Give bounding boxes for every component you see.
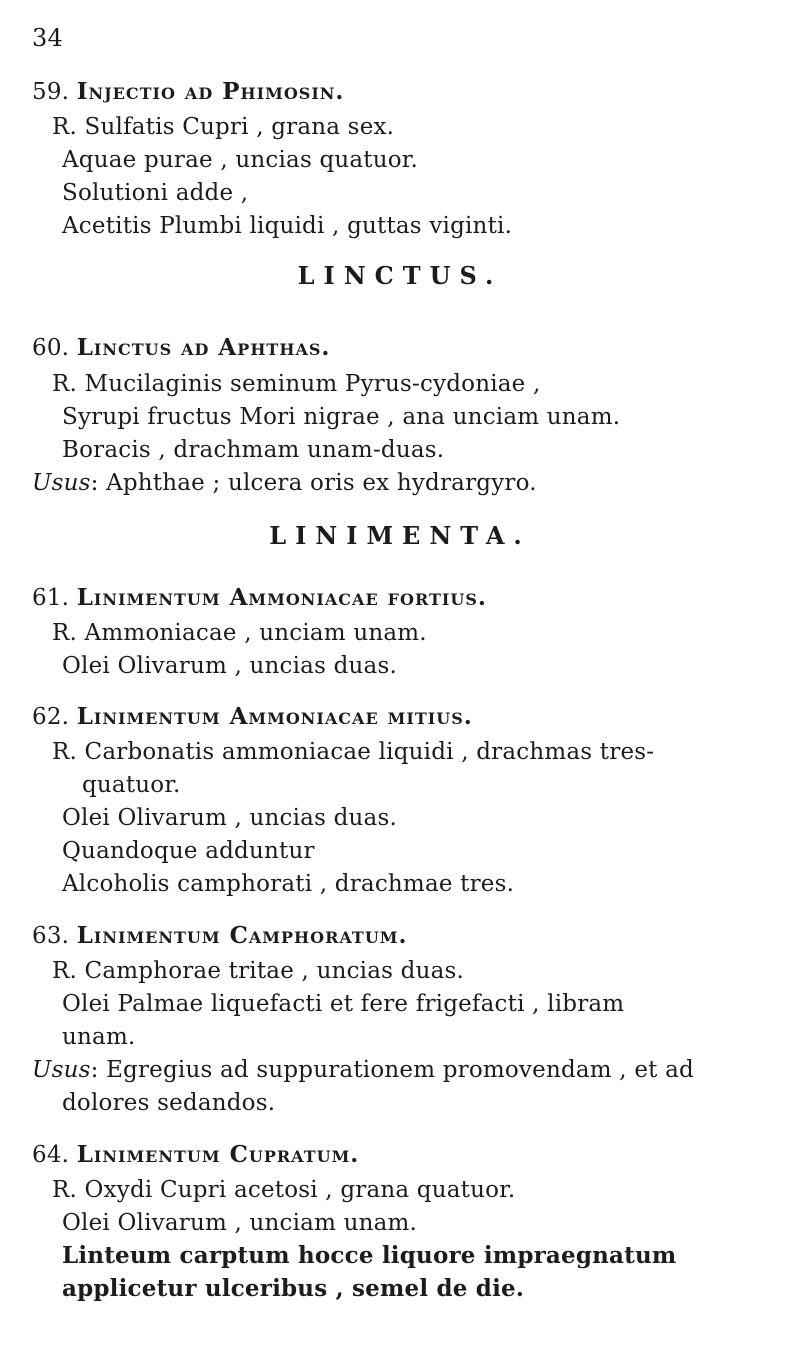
text-line: R. Sulfatis Cupri , grana sex. [52, 114, 395, 140]
text-line: unam. [62, 1024, 136, 1050]
text-line: Alcoholis camphorati , drachmae tres. [62, 871, 515, 897]
section-heading: LINCTUS. [297, 261, 503, 290]
entry-title: Linctus ad Aphthas. [76, 334, 331, 361]
entry-heading [32, 334, 330, 362]
usus-label: Usus [32, 470, 91, 496]
text-line: Olei Olivarum , uncias duas. [62, 805, 397, 831]
text-line: Solutioni adde , [62, 180, 249, 206]
entry-heading [32, 584, 487, 612]
text-line: Olei Palmae liquefacti et fere frigefacti , libram [62, 991, 625, 1017]
entry-heading [32, 78, 344, 106]
entry-title: Linimentum Ammoniacae mitius. [76, 703, 473, 730]
section-heading: LINIMENTA. [269, 521, 531, 550]
text-line: R. Camphorae tritae , uncias duas. [52, 958, 465, 984]
entry-number: 61. [32, 585, 70, 611]
text-line: applicetur ulceribus , semel de die. [62, 1275, 525, 1302]
usus-text: : Aphthae ; ulcera oris ex hydrargyro. [90, 470, 537, 496]
text-line: Olei Olivarum , uncias duas. [62, 653, 397, 679]
text-line: dolores sedandos. [62, 1090, 276, 1116]
text-line: Boracis , drachmam unam-duas. [62, 437, 445, 463]
text-line: Olei Olivarum , unciam unam. [62, 1210, 418, 1236]
text-line: Linteum carptum hocce liquore impraegnatum [62, 1242, 677, 1269]
text-line: Aquae purae , uncias quatuor. [62, 147, 418, 173]
text-line: R. Carbonatis ammoniacae liquidi , drachmas tres- [52, 739, 655, 765]
entry-number: 59. [32, 79, 70, 105]
entry-title: Linimentum Ammoniacae fortius. [76, 584, 487, 611]
text-line: R. Mucilaginis seminum Pyrus-cydoniae , [52, 371, 541, 397]
entry-number: 60. [32, 335, 70, 361]
text-line: Syrupi fructus Mori nigrae , ana unciam unam. [62, 404, 621, 430]
entry-title: Linimentum Cupratum. [76, 1141, 360, 1168]
text-line: R. Oxydi Cupri acetosi , grana quatuor. [52, 1177, 516, 1203]
entry-heading [32, 703, 473, 731]
entry-title: Injectio ad Phimosin. [76, 78, 345, 105]
entry-title: Linimentum Camphoratum. [76, 922, 408, 949]
usus-text: : Egregius ad suppurationem promovendam , et ad [90, 1057, 694, 1083]
entry-heading [32, 922, 408, 950]
usus-line [32, 1056, 694, 1084]
text-line: Acetitis Plumbi liquidi , guttas viginti. [62, 213, 513, 239]
entry-number: 63. [32, 923, 70, 949]
text-line: Quandoque adduntur [62, 838, 315, 864]
usus-line [32, 469, 537, 497]
text-line: quatuor. [82, 772, 181, 798]
page-number: 34 [32, 24, 63, 52]
usus-label: Usus [32, 1057, 91, 1083]
entry-number: 62. [32, 704, 70, 730]
entry-heading [32, 1141, 359, 1169]
entry-number: 64. [32, 1142, 70, 1168]
text-line: R. Ammoniacae , unciam unam. [52, 620, 427, 646]
